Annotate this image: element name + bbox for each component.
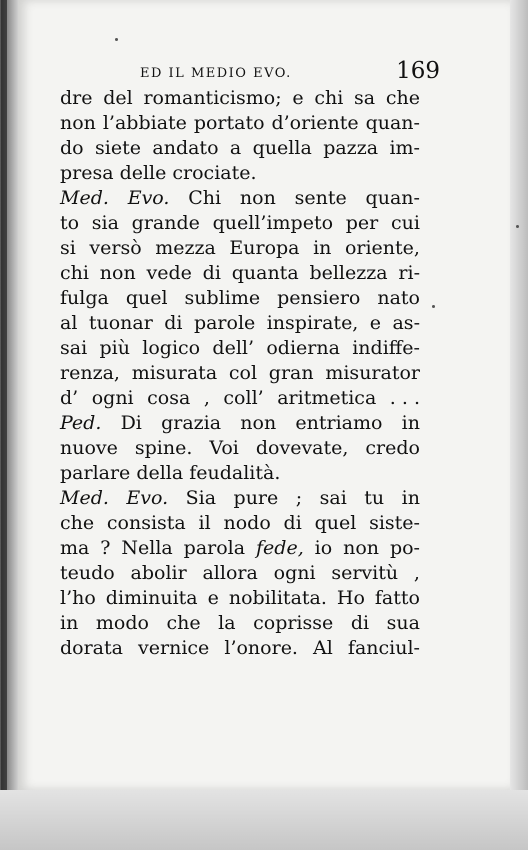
word: io: [314, 537, 333, 559]
word: che: [166, 612, 201, 634]
word: crociate.: [172, 162, 257, 184]
word: renza,: [60, 362, 120, 384]
word: di: [202, 262, 221, 284]
word: ;: [295, 487, 303, 509]
word: quan-: [365, 187, 420, 209]
word: grande: [131, 212, 200, 234]
word: teudo: [60, 562, 115, 584]
word: di: [350, 612, 370, 634]
text-line: [60, 461, 420, 486]
word: presa: [60, 162, 114, 184]
word: Chi: [188, 187, 222, 209]
word: do: [60, 137, 84, 159]
word: grazia: [161, 412, 222, 434]
word: coprisse: [253, 612, 334, 634]
word: col: [228, 362, 258, 384]
word: ogni: [273, 562, 316, 584]
word: nobilitata.: [228, 587, 327, 609]
text-line: [60, 386, 420, 411]
text-line: [60, 561, 420, 586]
word: quel: [125, 287, 168, 309]
word: aritmetica: [277, 387, 377, 409]
text-line: [60, 186, 420, 211]
running-header: [140, 58, 440, 88]
word: d’: [60, 387, 79, 409]
word: consista: [106, 512, 186, 534]
body-text: [60, 86, 420, 661]
word: e: [207, 587, 219, 609]
running-title: ED IL MEDIO EVO.: [140, 66, 292, 81]
text-line: [60, 236, 420, 261]
text-line: [60, 536, 420, 561]
word: in: [60, 612, 79, 634]
word: romanticismo;: [143, 87, 282, 109]
word: modo: [95, 612, 149, 634]
text-line: [60, 311, 420, 336]
word: entriamo: [295, 412, 383, 434]
word: in: [401, 412, 420, 434]
word: abolir: [130, 562, 187, 584]
text-line: [60, 136, 420, 161]
text-line: [60, 586, 420, 611]
word: dorata: [60, 637, 123, 659]
word: non: [240, 412, 277, 434]
word: tuonar: [88, 312, 153, 334]
word: ma: [60, 537, 90, 559]
word: parlare: [60, 462, 131, 484]
print-speck: [516, 225, 519, 228]
word: parola: [183, 537, 246, 559]
word: d’oriente: [271, 112, 359, 134]
word: di: [164, 312, 183, 334]
word: to: [60, 212, 80, 234]
word: di: [283, 512, 302, 534]
word: del: [103, 87, 133, 109]
word: quel: [314, 512, 357, 534]
word: non: [99, 262, 136, 284]
text-line: [60, 411, 420, 436]
word: mezza: [155, 237, 216, 259]
word: fatto: [374, 587, 420, 609]
word: Sia: [185, 487, 217, 509]
word: l’onore.: [224, 637, 298, 659]
word: fanciul-: [347, 637, 420, 659]
word: Ho: [336, 587, 365, 609]
word: misurata: [131, 362, 218, 384]
text-line: [60, 336, 420, 361]
text-line: [60, 111, 420, 136]
word: dre: [60, 87, 93, 109]
word: sua: [386, 612, 420, 634]
word: Ped.: [60, 412, 102, 434]
word: ri-: [398, 262, 420, 284]
word: Al: [313, 637, 333, 659]
word: quanta: [231, 262, 299, 284]
word: andato: [152, 137, 219, 159]
word: Med.: [60, 187, 109, 209]
word: indiffe-: [352, 337, 420, 359]
word: cosa: [147, 387, 191, 409]
word: spine.: [134, 437, 193, 459]
word: dell’: [212, 337, 255, 359]
word: gran: [268, 362, 314, 384]
text-line: [60, 636, 420, 661]
word: misurator: [325, 362, 420, 384]
word: in: [313, 237, 332, 259]
text-line: [60, 486, 420, 511]
word: sai: [60, 337, 88, 359]
word: cui: [390, 212, 420, 234]
text-line: [60, 286, 420, 311]
word: servitù: [331, 562, 399, 584]
word: sublime: [184, 287, 261, 309]
word: in: [401, 487, 420, 509]
word: ogni: [91, 387, 134, 409]
word: quell’impeto: [212, 212, 334, 234]
word: si: [60, 237, 76, 259]
word: a: [229, 137, 242, 159]
word: diminuita: [105, 587, 198, 609]
word: tu: [364, 487, 385, 509]
word: nuove: [60, 437, 118, 459]
word: parole: [193, 312, 256, 334]
word: ,: [203, 387, 210, 409]
word: as-: [392, 312, 420, 334]
word: che: [385, 87, 420, 109]
word: non: [60, 112, 96, 134]
word: ?: [100, 537, 111, 559]
word: credo: [365, 437, 420, 459]
word: l’ho: [60, 587, 96, 609]
word: Voi: [209, 437, 239, 459]
word: po-: [389, 537, 420, 559]
word: odierna: [266, 337, 340, 359]
word: pensiero: [277, 287, 361, 309]
word: e: [369, 312, 382, 334]
spine-edge: [1, 0, 7, 850]
word: logico: [142, 337, 201, 359]
word: . . .: [389, 387, 420, 409]
word: più: [99, 337, 130, 359]
word: pazza: [323, 137, 379, 159]
word: la: [218, 612, 236, 634]
word: nodo: [223, 512, 271, 534]
word: sia: [91, 212, 119, 234]
word: sa: [354, 87, 376, 109]
text-line: [60, 161, 420, 186]
word: ,: [413, 562, 420, 584]
word: al: [60, 312, 78, 334]
word: pure: [233, 487, 279, 509]
word: per: [345, 212, 379, 234]
word: siste-: [369, 512, 420, 534]
text-line: [60, 211, 420, 236]
word: Nella: [121, 537, 173, 559]
page-edge-bottom: [0, 790, 528, 850]
word: vede: [146, 262, 192, 284]
word: Evo.: [126, 487, 169, 509]
word: sai: [319, 487, 347, 509]
word: chi: [60, 262, 89, 284]
word: sente: [294, 187, 347, 209]
word: il: [198, 512, 211, 534]
word: delle: [119, 162, 167, 184]
text-line: [60, 511, 420, 536]
word: dovevate,: [255, 437, 349, 459]
word: oriente,: [344, 237, 420, 259]
word: della: [136, 462, 184, 484]
word: siete: [95, 137, 141, 159]
word: bellezza: [309, 262, 388, 284]
word: e: [292, 87, 304, 109]
word: versò: [89, 237, 142, 259]
word: quella: [252, 137, 312, 159]
word: feudalità.: [189, 462, 281, 484]
word: portato: [193, 112, 265, 134]
text-line: [60, 611, 420, 636]
text-line: [60, 361, 420, 386]
page-edge-right: [510, 0, 528, 850]
word: im-: [389, 137, 420, 159]
text-line: [60, 261, 420, 286]
word: che: [60, 512, 95, 534]
print-speck: [115, 38, 118, 41]
word: l’abbiate: [102, 112, 187, 134]
word: inspirate,: [266, 312, 359, 334]
text-line: [60, 86, 420, 111]
word: quan-: [365, 112, 420, 134]
word: Europa: [229, 237, 300, 259]
word: non: [343, 537, 380, 559]
word: Evo.: [127, 187, 170, 209]
page-number: 169: [396, 58, 440, 84]
word: Med.: [60, 487, 109, 509]
word: fulga: [60, 287, 109, 309]
print-speck: [432, 305, 435, 308]
word: non: [239, 187, 276, 209]
word: fede,: [256, 537, 304, 559]
word: vernice: [138, 637, 210, 659]
word: chi: [314, 87, 344, 109]
word: coll’: [223, 387, 264, 409]
text-line: [60, 436, 420, 461]
word: Di: [120, 412, 142, 434]
word: nato: [377, 287, 420, 309]
word: allora: [202, 562, 258, 584]
